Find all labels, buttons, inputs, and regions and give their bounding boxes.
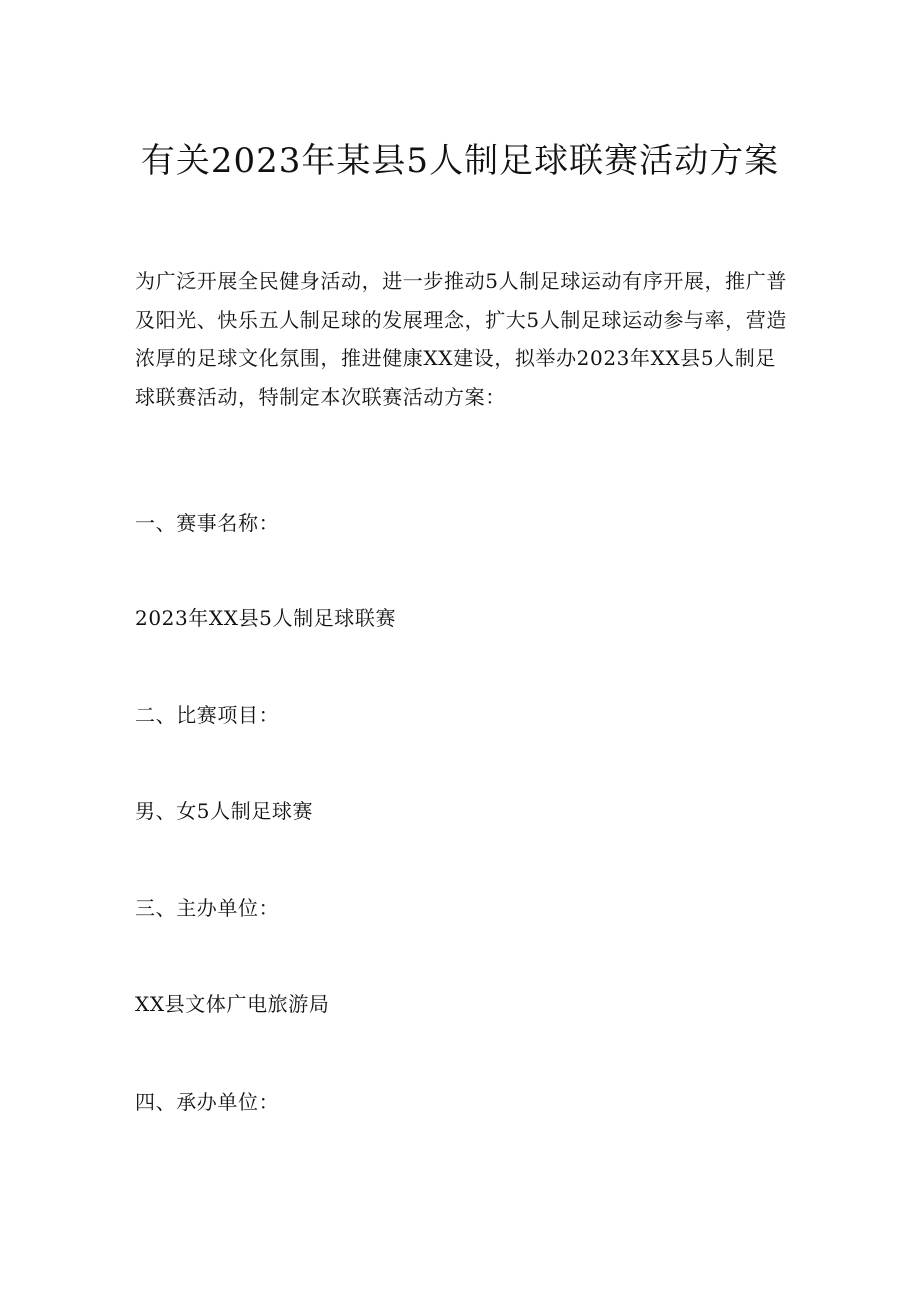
section-3-heading: 三、主办单位：	[135, 896, 280, 920]
section-2-body: 男、女5人制足球赛	[135, 799, 314, 823]
section-1-heading: 一、赛事名称：	[135, 511, 280, 535]
intro-paragraph: 为广泛开展全民健身活动，进一步推动5人制足球运动有序开展，推广普及阳光、快乐五人制足球的发展理念，扩大5人制足球运动参与率，营造浓厚的足球文化氛围，推进健康XX建设，拟举办2023年XX县5人制足球联赛活动，特制定本次联赛活动方案：	[135, 269, 787, 409]
section-1-body: 2023年XX县5人制足球联赛	[135, 606, 397, 630]
section-2-heading: 二、比赛项目：	[135, 703, 280, 727]
document-title: 有关2023年某县5人制足球联赛活动方案	[140, 141, 780, 181]
section-4-heading: 四、承办单位：	[135, 1090, 280, 1114]
section-3-body: XX县文体广电旅游局	[135, 992, 330, 1016]
